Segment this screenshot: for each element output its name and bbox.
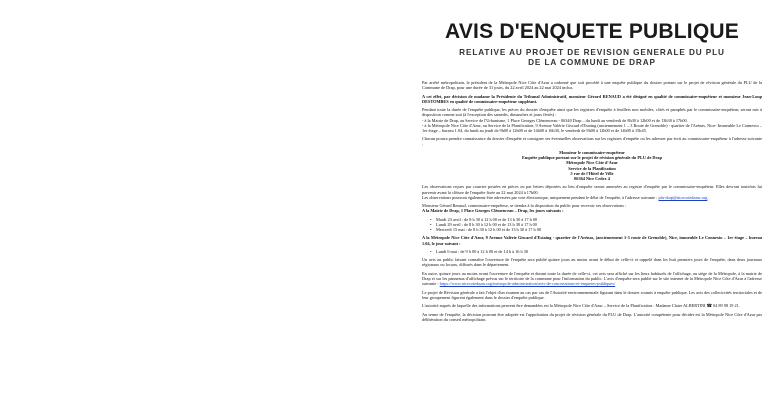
address-line: Enquête publique portant sur le projet de révision générale du PLU de Drap bbox=[522, 155, 662, 161]
subtitle bbox=[422, 48, 762, 68]
address-line: 5 rue de l'Hôtel de Ville bbox=[570, 170, 614, 176]
availability-intro: Pendant toute la durée de l'enquête publique, les pièces du dossier d'enquête ainsi que les registres d'enquête à feuillets non mobiles, côtés et paraphés par le commissaire-enquêteur, seront mis à disposition comme suit (à l'exception des samedis, dimanches et jours fériés) : bbox=[422, 107, 762, 118]
paragraph-display bbox=[422, 271, 762, 287]
subtitle-line-1: RELATIVE AU PROJET DE REVISION GENERALE DU PLU bbox=[459, 48, 725, 57]
observations-mail: Les observations reçues par courrier postées en pièces ou par lettres déposées au lieu d'enquête seront annexées au registre d'enquête par le commissaire-enquêteur. Elles devront toutefois lui parvenir avant la clôture de l'enquête fixée au 22 mai 2024 à 17h00. bbox=[422, 184, 762, 195]
address-line: Métropole Nice Côte d'Azur bbox=[566, 160, 618, 166]
list-item: • Lundi 29 avril : de 8 h 30 à 12 h 00 et de 13 h 30 à 17 h 00 bbox=[422, 222, 762, 227]
paragraph-decision: Au terme de l'enquête, la décision pouvant être adoptée est l'approbation du projet de révision générale du PLU de Drap. L'autorité compétente pour décider est la Métropole Nice Côte d'Azur par délibération du conseil métropolitain. bbox=[422, 311, 762, 322]
list-item: • Mardi 23 avril : de 8 h 30 à 12 h 00 et de 13 h 30 à 17 h 00 bbox=[422, 217, 762, 222]
permanences-intro: Monsieur Gérard Renaud, commissaire-enquêteur, se tiendra à la disposition du public pour recevoir ses observations : bbox=[422, 203, 627, 209]
location-mairie: - à la Mairie de Drap, au Service de l'Urbanisme, 1 Place Georges Clémenceau - 06340 Drap – du lundi au vendredi de 8h30 à 12h00 et de 13h30 à 17h00. bbox=[422, 117, 688, 123]
paragraph-availability bbox=[422, 107, 762, 133]
email-link[interactable]: plu-drap@nicecotedazur.org bbox=[658, 194, 708, 200]
list-item: • Lundi 6 mai : de 9 h 00 à 12 h 00 et de 14 h à 16 h 30 bbox=[422, 249, 762, 254]
paragraph-decree: Par arrêté métropolitain, le président de la Métropole Nice Côte d'Azur a ordonné que soit procédé à une enquête publique du dossier portant sur le projet de révision générale du PLU de la Commune de Drap, pour une durée de 31 jours, du 22 avril 2024 au 22 mai 2024 inclus. bbox=[422, 80, 762, 91]
paragraph-permanences bbox=[422, 203, 762, 213]
observations-email-text: Les observations pourront également être adressées par voie électronique, uniquement pendant le délai de l'enquête, à l'adresse suivante : bbox=[422, 194, 658, 200]
paragraph-consult: Chacun pourra prendre connaissance du dossier d'enquête et consigner ses éventuelles observations sur les registres d'enquête ou les adresser par écrit au commissaire-enquêteur à l'adresse suivante : bbox=[422, 136, 762, 147]
permanences-list bbox=[422, 217, 762, 233]
notice-document bbox=[422, 14, 762, 410]
page-title: AVIS D'ENQUETE PUBLIQUE bbox=[445, 20, 739, 43]
observations-email bbox=[422, 195, 762, 200]
list-item: • Mercredi 15 mai : de 8 h 30 à 12 h 00 et de 13 h 30 à 17 h 00 bbox=[422, 227, 762, 232]
paragraph-public-notice: Un avis au public faisant connaître l'ouverture de l'enquête sera publié quinze jours au moins avant le début de celle-ci et rappelé dans les huit premiers jours de l'enquête, dans deux journaux régionaux ou locaux, diffusés dans le département. bbox=[422, 257, 762, 268]
permanences-place: A la Mairie de Drap, 1 Place Georges Clémenceau – Drap, les jours suivants : bbox=[422, 208, 564, 214]
address-line: 06364 Nice Cedex 4 bbox=[574, 176, 610, 181]
location-metropole: - à la Métropole Nice Côte d'Azur, au Service de la Planification, 9 Avenue Valérie Giscard d'Estaing (anciennement 1 – 3 Route de Grenoble) - quartier de l'Arénas, Nice- Immeuble Le Connexio – 1er étage – bureau 1.04, du lundi au jeudi de 9h00 à 12h00 et de 14h00 à 16h30, le vendredi de 9h00 à 12h00 et de 14h00 à 15h45. bbox=[422, 122, 762, 133]
subtitle-line-2: DE LA COMMUNE DE DRAP bbox=[528, 58, 656, 67]
address-line: Service de la Planification bbox=[568, 165, 616, 171]
paragraph-metropole-permanence: A la Métropole Nice Côte d'Azur, 9 Avenue Valérie Giscard d'Estaing - quartier de l'Arénas, (anciennement 1-3 route de Grenoble), Nice, immeuble Le Connexio – 1er étage – bureau 1.04, le jour suivant : bbox=[422, 235, 762, 246]
paragraph-environment: Le projet de Révision générale a fait l'objet d'un examen au cas par cas de l'Autorité environnementale figurant dans le dossier soumis à enquête publique. Les avis des collectivités territoriales et de leur groupement figurent également dans le dossier d'enquête publique. bbox=[422, 289, 762, 300]
paragraph-authority: L'autorité auprès de laquelle des informations peuvent être demandées est la Métropole Nice Côte d'Azur – Service de la Planification : Madame Claire ALBERTINI ☎ 04 89 98 19 21. bbox=[422, 303, 740, 309]
display-text: En outre, quinze jours au moins avant l'ouverture de l'enquête et durant toute la durée de celle-ci, cet avis sera affiché sur les lieux habituels de l'affichage, au siège de la Métropole, à la mairie de Drap et sur les panneaux d'affichage prévus sur le territoire de la commune pour l'information du public. L'avis d'enquête sera publié sur le site internet de la Métropole Nice Côte d'Azur à l'adresse suivante : bbox=[422, 270, 762, 287]
postal-address bbox=[422, 150, 762, 181]
website-link[interactable]: https://www.nicecotedazur.org/metropole-administration/avis-de-concertations-et-enquetes-publiques/ bbox=[439, 281, 616, 287]
address-line: Monsieur le commissaire-enquêteur bbox=[559, 149, 625, 155]
paragraph-commissioner: A cet effet, par décision de madame la Présidente du Tribunal Administratif, monsieur Gérard RENAUD a été désigné en qualité de commissaire-enquêteur et monsieur Jean-Loup DESTOMBES en qualité de commissaire-enquêteur suppléant. bbox=[422, 93, 762, 104]
permanences-list-metropole bbox=[422, 249, 762, 254]
paragraph-observations bbox=[422, 184, 762, 200]
